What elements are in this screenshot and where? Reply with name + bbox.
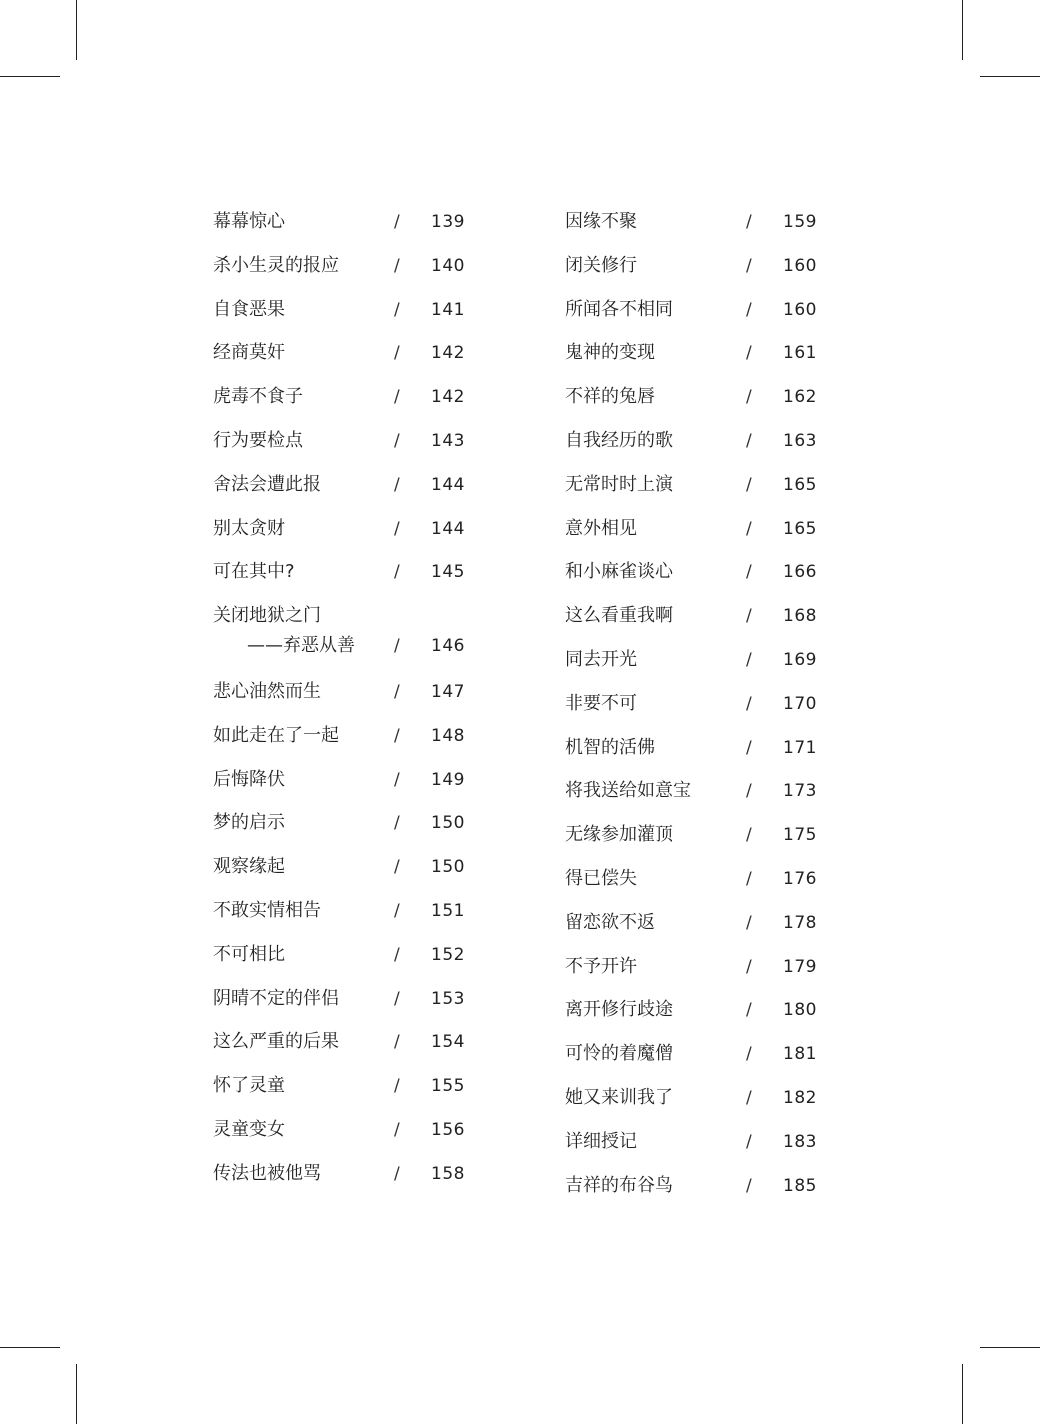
- toc-separator: /: [394, 769, 400, 790]
- toc-entry[interactable]: [565, 553, 815, 597]
- toc-page-number: 166: [783, 562, 817, 583]
- toc-page-number: 144: [431, 474, 465, 495]
- toc-entry[interactable]: [565, 641, 815, 685]
- toc-entry[interactable]: [565, 510, 815, 554]
- toc-entry[interactable]: [565, 378, 815, 422]
- toc-separator: /: [746, 299, 752, 320]
- toc-entry[interactable]: [213, 1111, 463, 1155]
- toc-separator: /: [746, 1087, 752, 1108]
- toc-entry-title: 机智的活佛: [565, 736, 655, 758]
- toc-entry-title: 梦的启示: [213, 812, 285, 834]
- toc-entry[interactable]: [213, 1023, 463, 1067]
- toc-entry[interactable]: [213, 597, 463, 673]
- toc-page-number: 145: [431, 562, 465, 583]
- toc-separator: /: [394, 255, 400, 276]
- toc-separator: /: [394, 900, 400, 921]
- toc-entry-title: 传法也被他骂: [213, 1162, 321, 1184]
- toc-entry-title: 无缘参加灌顶: [565, 824, 673, 846]
- toc-entry-title: 鬼神的变现: [565, 342, 655, 364]
- toc-entry[interactable]: [213, 291, 463, 335]
- toc-page-number: 181: [783, 1044, 817, 1065]
- toc-entry-title: 闭关修行: [565, 254, 637, 276]
- toc-entry-title: 意外相见: [565, 517, 637, 539]
- toc-page-number: 160: [783, 255, 817, 276]
- toc-entry-title: 可怜的着魔僧: [565, 1043, 673, 1065]
- toc-separator: /: [746, 430, 752, 451]
- toc-entry[interactable]: [565, 203, 815, 247]
- crop-mark-bottom-right-vertical: [962, 1364, 963, 1424]
- toc-entry[interactable]: [565, 685, 815, 729]
- toc-column-left: [213, 203, 463, 1199]
- toc-separator: /: [746, 912, 752, 933]
- toc-separator: /: [394, 299, 400, 320]
- toc-separator: /: [746, 649, 752, 670]
- toc-page-number: 180: [783, 1000, 817, 1021]
- toc-entry[interactable]: [213, 247, 463, 291]
- toc-entry-title: 自食恶果: [213, 298, 285, 320]
- toc-entry[interactable]: [213, 466, 463, 510]
- toc-entry-title: 不敢实情相告: [213, 899, 321, 921]
- toc-page-number: 152: [431, 944, 465, 965]
- toc-separator: /: [394, 343, 400, 364]
- toc-separator: /: [394, 518, 400, 539]
- toc-entry[interactable]: [565, 247, 815, 291]
- toc-separator: /: [394, 857, 400, 878]
- toc-entry[interactable]: [213, 848, 463, 892]
- toc-entry[interactable]: [565, 466, 815, 510]
- toc-separator: /: [746, 212, 752, 232]
- toc-entry[interactable]: [213, 804, 463, 848]
- toc-page-number: 139: [431, 212, 465, 232]
- toc-page-number: 173: [783, 781, 817, 802]
- toc-entry-title: 怀了灵童: [213, 1075, 285, 1097]
- toc-entry[interactable]: [565, 772, 815, 816]
- toc-separator: /: [746, 781, 752, 802]
- toc-entry[interactable]: [565, 291, 815, 335]
- toc-entry-title: 得已偿失: [565, 867, 637, 889]
- toc-entry[interactable]: [213, 1155, 463, 1199]
- toc-page-number: 185: [783, 1175, 817, 1196]
- toc-entry-title: 同去开光: [565, 648, 637, 670]
- toc-entry-title: 杀小生灵的报应: [213, 254, 339, 276]
- toc-column-right: [565, 203, 815, 1210]
- toc-entry[interactable]: [213, 553, 463, 597]
- toc-separator: /: [746, 255, 752, 276]
- toc-page-number: 161: [783, 343, 817, 364]
- toc-page-number: 159: [783, 212, 817, 232]
- toc-page-number: 169: [783, 649, 817, 670]
- toc-entry[interactable]: [213, 980, 463, 1024]
- toc-page-number: 141: [431, 299, 465, 320]
- toc-entry-title: 这么严重的后果: [213, 1031, 339, 1053]
- toc-entry[interactable]: [565, 948, 815, 992]
- toc-page-number: 143: [431, 430, 465, 451]
- toc-entry-title: 经商莫奸: [213, 342, 285, 364]
- toc-entry-title: 详细授记: [565, 1130, 637, 1152]
- toc-page-number: 170: [783, 693, 817, 714]
- crop-mark-top-left-vertical: [76, 0, 77, 60]
- crop-mark-top-right-vertical: [962, 0, 963, 60]
- toc-entry-title: 吉祥的布谷鸟: [565, 1174, 673, 1196]
- toc-separator: /: [746, 956, 752, 977]
- toc-page-number: 178: [783, 912, 817, 933]
- toc-page-number: 142: [431, 387, 465, 408]
- toc-entry[interactable]: [565, 729, 815, 773]
- toc-page-number: 154: [431, 1032, 465, 1053]
- toc-entry[interactable]: [213, 761, 463, 805]
- toc-entry-title: 可在其中?: [213, 561, 295, 583]
- toc-separator: /: [394, 988, 400, 1009]
- toc-page-number: 156: [431, 1119, 465, 1140]
- crop-mark-bottom-left-horizontal: [0, 1347, 60, 1348]
- toc-separator: /: [394, 944, 400, 965]
- toc-separator: /: [394, 1163, 400, 1184]
- toc-page-number: 162: [783, 387, 817, 408]
- toc-separator: /: [394, 474, 400, 495]
- toc-entry[interactable]: [565, 1123, 815, 1167]
- toc-separator: /: [746, 693, 752, 714]
- toc-separator: /: [394, 1032, 400, 1053]
- toc-page-number: 182: [783, 1087, 817, 1108]
- toc-entry[interactable]: [213, 892, 463, 936]
- toc-separator: /: [746, 387, 752, 408]
- toc-entry-title: 离开修行歧途: [565, 999, 673, 1021]
- toc-entry-title: 和小麻雀谈心: [565, 561, 673, 583]
- toc-page-number: 183: [783, 1131, 817, 1152]
- toc-entry[interactable]: [565, 904, 815, 948]
- toc-page-number: 146: [431, 636, 465, 657]
- toc-entry-subtitle: ——弃恶从善: [247, 635, 355, 657]
- toc-entry[interactable]: [213, 1067, 463, 1111]
- toc-separator: /: [394, 212, 400, 232]
- toc-page-number: 153: [431, 988, 465, 1009]
- toc-entry-title: 舍法会遭此报: [213, 473, 321, 495]
- toc-separator: /: [746, 1175, 752, 1196]
- toc-entry[interactable]: [565, 1079, 815, 1123]
- toc-entry[interactable]: [213, 378, 463, 422]
- crop-mark-top-left-horizontal: [0, 76, 60, 77]
- toc-entry-title: 如此走在了一起: [213, 724, 339, 746]
- toc-separator: /: [746, 343, 752, 364]
- toc-entry-title: 她又来训我了: [565, 1086, 673, 1108]
- toc-entry-title: 自我经历的歌: [565, 429, 673, 451]
- toc-entry-title: 这么看重我啊: [565, 605, 673, 627]
- toc-separator: /: [394, 387, 400, 408]
- toc-entry-title: 不可相比: [213, 943, 285, 965]
- toc-page-number: 160: [783, 299, 817, 320]
- toc-page-number: 168: [783, 606, 817, 627]
- toc-entry-title: 将我送给如意宝: [565, 780, 691, 802]
- toc-page-number: 179: [783, 956, 817, 977]
- toc-separator: /: [746, 825, 752, 846]
- toc-entry[interactable]: [213, 673, 463, 717]
- toc-entry-title: 别太贪财: [213, 517, 285, 539]
- toc-separator: /: [394, 562, 400, 583]
- toc-separator: /: [394, 1119, 400, 1140]
- toc-entry[interactable]: [565, 816, 815, 860]
- toc-entry-title: 阴晴不定的伴侣: [213, 987, 339, 1009]
- crop-mark-top-right-horizontal: [980, 76, 1040, 77]
- toc-entry[interactable]: [565, 860, 815, 904]
- toc-entry-title: 关闭地狱之门: [213, 605, 321, 627]
- toc-entry[interactable]: [213, 422, 463, 466]
- toc-page-number: 155: [431, 1076, 465, 1097]
- toc-separator: /: [394, 813, 400, 834]
- toc-separator: /: [746, 474, 752, 495]
- toc-separator: /: [746, 1131, 752, 1152]
- toc-entry-title: 非要不可: [565, 692, 637, 714]
- toc-entry[interactable]: [565, 991, 815, 1035]
- toc-entry[interactable]: [213, 510, 463, 554]
- toc-entry-title: 悲心油然而生: [213, 680, 321, 702]
- toc-entry[interactable]: [565, 422, 815, 466]
- toc-entry-title: 观察缘起: [213, 856, 285, 878]
- toc-entry-title: 无常时时上演: [565, 473, 673, 495]
- toc-page-number: 171: [783, 737, 817, 758]
- toc-entry[interactable]: [213, 717, 463, 761]
- toc-separator: /: [394, 725, 400, 746]
- toc-entry-title: 幕幕惊心: [213, 211, 285, 232]
- toc-entry[interactable]: [565, 1167, 815, 1211]
- toc-separator: /: [746, 562, 752, 583]
- toc-page-number: 165: [783, 474, 817, 495]
- toc-page-number: 148: [431, 725, 465, 746]
- toc-page-number: 147: [431, 681, 465, 702]
- toc-separator: /: [394, 636, 400, 657]
- toc-page-number: 150: [431, 857, 465, 878]
- toc-page-number: 151: [431, 900, 465, 921]
- toc-separator: /: [746, 1044, 752, 1065]
- toc-entry[interactable]: [565, 597, 815, 641]
- toc-entry[interactable]: [213, 203, 463, 247]
- toc-entry-title: 留恋欲不返: [565, 911, 655, 933]
- toc-page-number: 175: [783, 825, 817, 846]
- toc-entry[interactable]: [213, 936, 463, 980]
- toc-separator: /: [746, 737, 752, 758]
- toc-entry-title: 后悔降伏: [213, 768, 285, 790]
- toc-entry[interactable]: [565, 1035, 815, 1079]
- toc-entry-title: 行为要检点: [213, 429, 303, 451]
- toc-entry[interactable]: [565, 334, 815, 378]
- toc-entry[interactable]: [213, 334, 463, 378]
- toc-page-number: 150: [431, 813, 465, 834]
- toc-separator: /: [746, 606, 752, 627]
- toc-page-number: 144: [431, 518, 465, 539]
- crop-mark-bottom-left-vertical: [76, 1364, 77, 1424]
- toc-entry-title: 虎毒不食子: [213, 386, 303, 408]
- toc-entry-title: 所闻各不相同: [565, 298, 673, 320]
- toc-page-number: 149: [431, 769, 465, 790]
- toc-separator: /: [394, 1076, 400, 1097]
- toc-entry-title: 不予开许: [565, 955, 637, 977]
- toc-separator: /: [394, 681, 400, 702]
- toc-page-number: 176: [783, 868, 817, 889]
- toc-page-number: 163: [783, 430, 817, 451]
- crop-mark-bottom-right-horizontal: [980, 1347, 1040, 1348]
- toc-page-number: 140: [431, 255, 465, 276]
- toc-separator: /: [746, 868, 752, 889]
- toc-entry-title: 不祥的兔唇: [565, 386, 655, 408]
- toc-separator: /: [746, 518, 752, 539]
- toc-entry-title: 因缘不聚: [565, 211, 637, 232]
- toc-separator: /: [746, 1000, 752, 1021]
- toc-entry-title: 灵童变女: [213, 1118, 285, 1140]
- toc-separator: /: [394, 430, 400, 451]
- toc-page-number: 142: [431, 343, 465, 364]
- toc-page-number: 165: [783, 518, 817, 539]
- toc-page-number: 158: [431, 1163, 465, 1184]
